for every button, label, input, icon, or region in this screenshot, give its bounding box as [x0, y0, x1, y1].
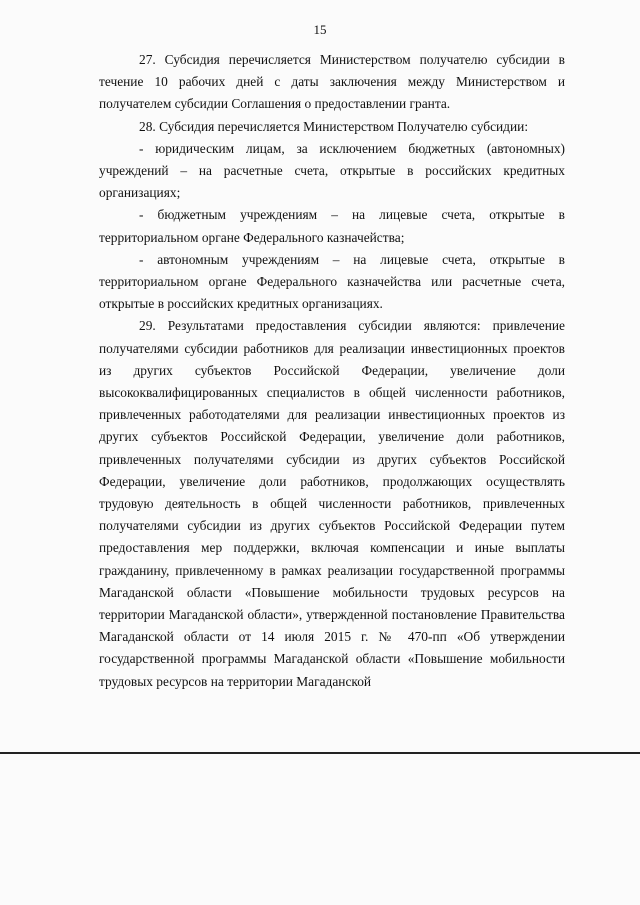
list-item-autonomous-institutions: - автономным учреждениям – на лицевые счета, открытые в территориальном органе Федерального казначейства или расчетные счета, открытые в российских кредитных организациях.: [99, 251, 565, 312]
document-body: [99, 49, 565, 693]
page-number: 15: [313, 22, 327, 37]
page-bottom-divider: [0, 752, 640, 754]
list-item-budget-institutions: - бюджетным учреждениям – на лицевые счета, открытые в территориальном органе Федерального казначейства;: [99, 207, 565, 245]
list-item-legal-entities: - юридическим лицам, за исключением бюджетных (автономных) учреждений – на расчетные счета, открытые в российских кредитных организациях;: [99, 140, 565, 201]
paragraph-29: 29. Результатами предоставления субсидии являются: привлечение получателями субсидии работников для реализации инвестиционных проектов из других субъектов Российской Федерации, увеличение доли высококвалифицированных специалистов в общей численности работников, привлеченных работодателями для реализации инвестиционных проектов из других субъектов Российской Федерации, увеличение доли работников, привлеченных получателями субсидии из других субъектов Российской Федерации, увеличение доли работников, продолжающих осуществлять трудовую деятельность в общей численности работников, привлеченных получателями субсидии из других субъектов Российской Федерации путем предоставления мер поддержки, включая компенсации и иные выплаты гражданину, привлеченному в рамках реализации государственной программы Магаданской области «Повышение мобильности трудовых ресурсов на территории Магаданской области», утвержденной постановление Правительства Магаданской области от 14 июля 2015 г. № 470-пп «Об утверждении государственной программы Магаданской области «Повышение мобильности трудовых ресурсов на территории Магаданской: [99, 318, 565, 689]
paragraph-28: 28. Субсидия перечисляется Министерством Получателю субсидии:: [139, 118, 529, 134]
paragraph-27: 27. Субсидия перечисляется Министерством получателю субсидии в течение 10 рабочих дней с даты заключения между Министерством и получателем субсидии Соглашения о предоставлении гранта.: [99, 52, 565, 112]
